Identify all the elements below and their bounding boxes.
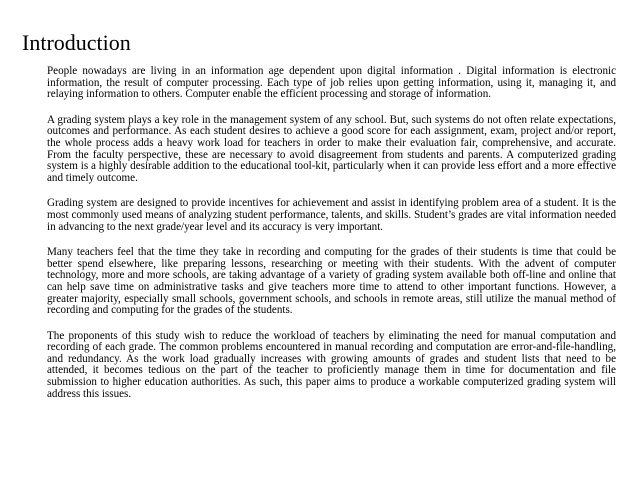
paragraph-study-goal: The proponents of this study wish to reduce the workload of teachers by eliminating the need for manual computation and recording of each grade. The common problems encountered in manual recording and computation are error-and-file-handling, and redundancy. As the work load gradually increases with growing amounts of grades and student lists that need to be attended, it becomes tedious on the part of the teacher to proficiently manage them in time for documentation and file submission to higher education authorities. As such, this paper aims to produce a workable computerized grading system will address this issues.	[47, 329, 616, 400]
paragraph-grading-system-role: A grading system plays a key role in the management system of any school. But, such systems do not often relate expectations, outcomes and performance. As each student desires to achieve a good score for each assignment, exam, project and/or report, the whole process adds a heavy work load for teachers in order to make their evaluation fair, comprehensive, and accurate. From the faculty perspective, these are necessary to avoid disagreement from students and parents. A computerized grading system is a highly desirable addition to the educational tool-kit, particularly when it can provide less effort and a more effective and timely outcome.	[47, 113, 616, 184]
paragraph-grading-purpose: Grading system are designed to provide incentives for achievement and assist in identifying problem area of a student. It is the most commonly used means of analyzing student performance, talents, and skills. Student’s grades are vital information needed in advancing to the next grade/year level and its accuracy is very important.	[47, 197, 616, 233]
slide-title: Introduction	[22, 30, 131, 55]
paragraph-teacher-time: Many teachers feel that the time they take in recording and computing for the grades of their students is time that could be better spend elsewhere, like preparing lessons, researching or meeting with their students. With the advent of computer technology, more and more schools, are taking advantage of a variety of grading system available both off-line and online that can help save time on administrative tasks and give teachers more time to attend to other important functions. However, a greater majority, especially small schools, government schools, and schools in remote areas, still utilize the manual method of recording and computing for the grades of the students.	[47, 246, 616, 317]
slide-body	[47, 66, 616, 414]
paragraph-information-age: People nowadays are living in an information age dependent upon digital information . Digital information is electronic information, the result of computer processing. Each type of job relies upon getting information, using it, managing it, and relaying information to others. Computer enable the efficient processing and storage of information.	[47, 65, 616, 101]
